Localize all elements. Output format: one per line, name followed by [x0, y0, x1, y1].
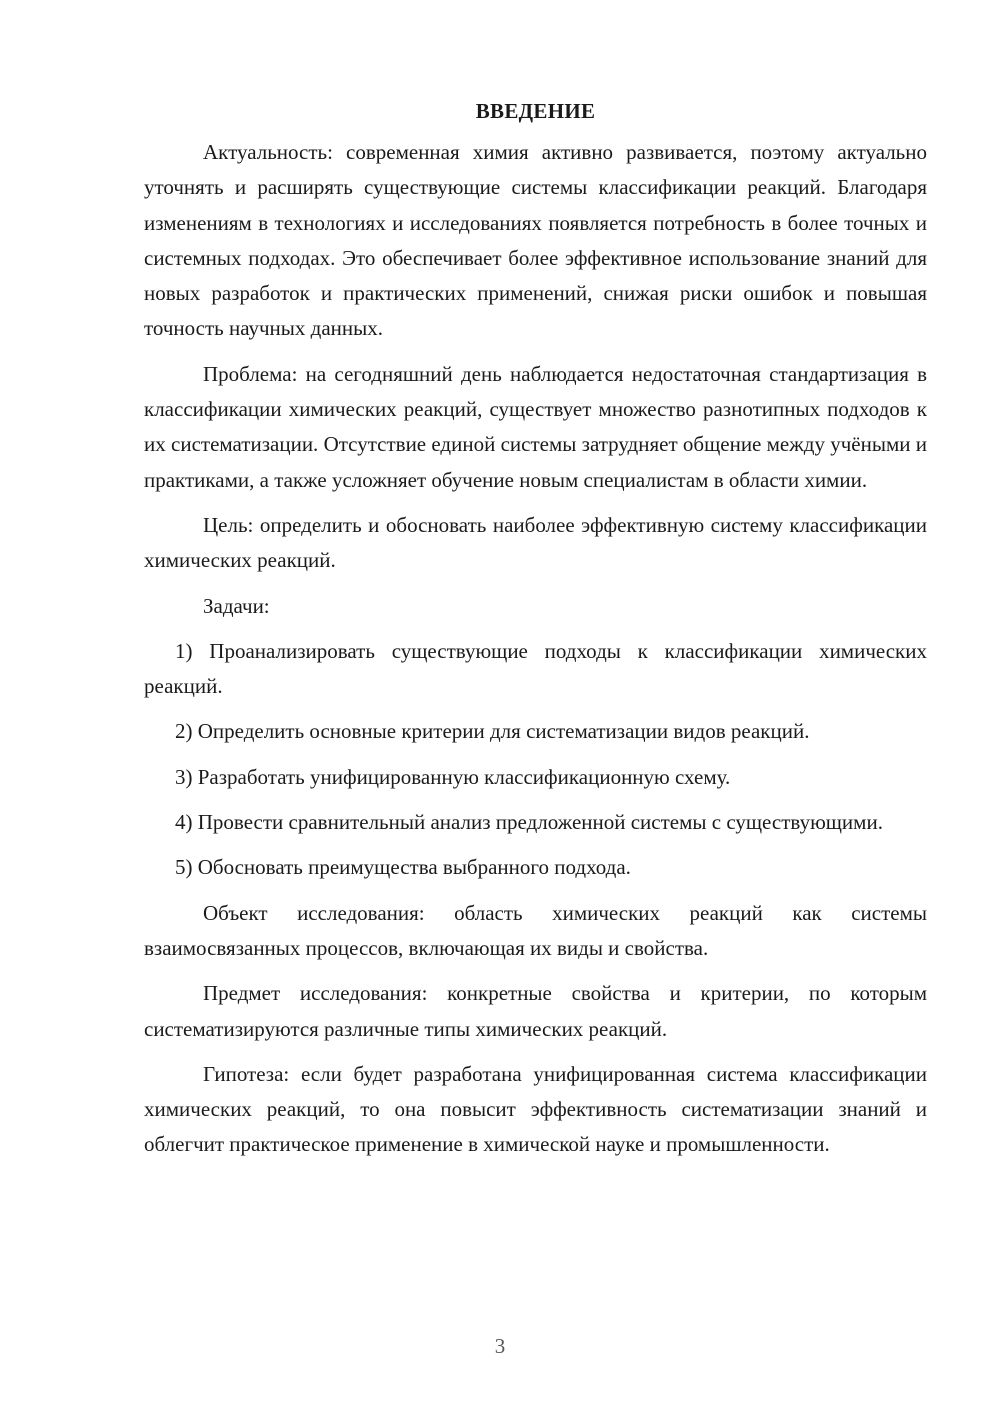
relevance-paragraph: Актуальность: современная химия активно развивается, поэтому актуально уточнять и расширять существующие системы классификации реакций. Благодаря изменениям в технологиях и исследованиях появляется потребность в более точных и системных подходах. Это обеспечивает более эффективное использование знаний для новых разработок и практических применений, снижая риски ошибок и повышая точность научных данных.	[144, 140, 927, 341]
document-page	[144, 94, 927, 1173]
task-item-4: 4) Провести сравнительный анализ предложенной системы с существующими.	[175, 810, 883, 835]
goal-paragraph: Цель: определить и обосновать наиболее эффективную систему классификации химических реакций.	[144, 512, 927, 573]
object-paragraph: Объект исследования: область химических реакций как системы взаимосвязанных процессов, включающая их виды и свойства.	[144, 900, 927, 960]
task-item-1: 1) Проанализировать существующие подходы к классификации химических реакций.	[144, 638, 927, 699]
subject-paragraph: Предмет исследования: конкретные свойства и критерии, по которым систематизируются различные типы химических реакций.	[144, 981, 927, 1041]
problem-paragraph: Проблема: на сегодняшний день наблюдается недостаточная стандартизация в классификации химических реакций, существует множество разнотипных подходов к их систематизации. Отсутствие единой системы затрудняет общение между учёными и практиками, а также усложняет обучение новым специалистам в области химии.	[144, 361, 927, 492]
task-item-3: 3) Разработать унифицированную классификационную схему.	[175, 764, 731, 789]
hypothesis-paragraph: Гипотеза: если будет разработана унифицированная система классификации химических реакций, то она повысит эффективность систематизации знаний и облегчит практическое применение в химической науке и промышленности.	[144, 1061, 927, 1157]
page-number: 3	[494, 1334, 506, 1358]
page-title: ВВЕДЕНИЕ	[475, 99, 596, 123]
task-item-2: 2) Определить основные критерии для систематизации видов реакций.	[175, 719, 810, 744]
tasks-label: Задачи:	[203, 593, 270, 618]
task-item-5: 5) Обосновать преимущества выбранного подхода.	[175, 855, 631, 880]
